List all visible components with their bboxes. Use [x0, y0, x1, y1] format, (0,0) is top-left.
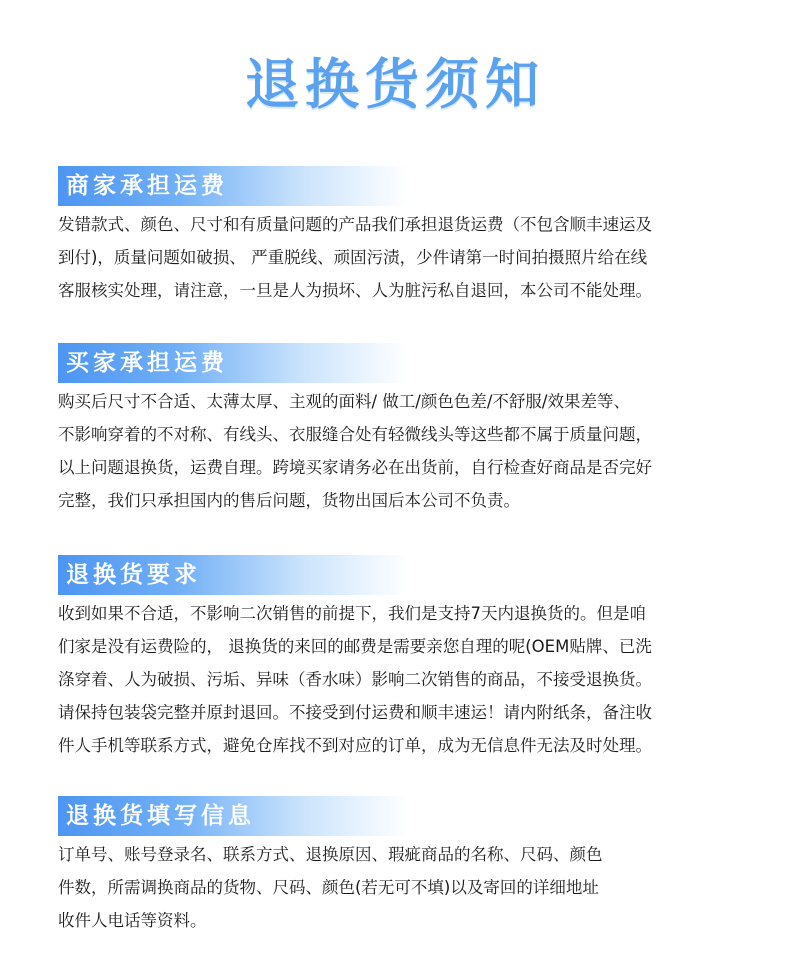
section-heading: 商家承担运费: [66, 173, 228, 199]
body-line: 完整，我们只承担国内的售后问题，货物出国后本公司不负责。: [58, 491, 520, 510]
page-title: 退换货须知: [245, 53, 545, 116]
body-line: 涤穿着、人为破损、污垢、异味（香水味）影响二次销售的商品，不接受退换货。: [58, 670, 652, 689]
section-heading-bar: [58, 166, 408, 206]
body-line: 收到如果不合适，不影响二次销售的前提下，我们是支持7天内退换货的。但是咱: [58, 604, 646, 623]
body-line: 们家是没有运费险的， 退换货的来回的邮费是需要亲您自理的呢(OEM贴牌、已洗: [58, 637, 652, 656]
section-return-info-fill: [58, 796, 758, 937]
body-line: 以上问题退换货，运费自理。跨境买家请务必在出货前，自行检查好商品是否完好: [58, 458, 652, 477]
section-heading-bar: [58, 555, 408, 595]
body-line: 客服核实处理，请注意，一旦是人为损坏、人为脏污私自退回，本公司不能处理。: [58, 281, 652, 300]
body-line: 收件人电话等资料。: [58, 911, 207, 930]
body-line: 请保持包装袋完整并原封退回。不接受到付运费和顺丰速运！请内附纸条，备注收: [58, 703, 652, 722]
body-line: 订单号、账号登录名、联系方式、退换原因、瑕疵商品的名称、尺码、颜色: [58, 845, 603, 864]
section-body: [58, 597, 758, 762]
section-body: [58, 208, 758, 307]
body-line: 不影响穿着的不对称、有线头、衣服缝合处有轻微线头等这些都不属于质量问题，: [58, 425, 652, 444]
body-line: 购买后尺寸不合适、太薄太厚、主观的面料/ 做工/颜色色差/不舒服/效果差等、: [58, 392, 630, 411]
section-heading: 买家承担运费: [66, 350, 228, 376]
section-heading-bar: [58, 796, 408, 836]
section-seller-pays-shipping: [58, 166, 758, 307]
body-line: 发错款式、颜色、尺寸和有质量问题的产品我们承担退货运费（不包含顺丰速运及: [58, 215, 652, 234]
section-heading-bar: [58, 343, 408, 383]
section-heading: 退换货填写信息: [66, 803, 255, 829]
section-buyer-pays-shipping: [58, 343, 758, 517]
section-heading: 退换货要求: [66, 562, 201, 588]
body-line: 件数，所需调换商品的货物、尺码、颜色(若无可不填)以及寄回的详细地址: [58, 878, 599, 897]
body-line: 到付)，质量问题如破损、 严重脱线、顽固污渍，少件请第一时间拍摄照片给在线: [58, 248, 648, 267]
section-return-requirements: [58, 555, 758, 762]
body-line: 件人手机等联系方式，避免仓库找不到对应的订单，成为无信息件无法及时处理。: [58, 736, 652, 755]
section-body: [58, 385, 758, 517]
section-body: [58, 838, 758, 937]
